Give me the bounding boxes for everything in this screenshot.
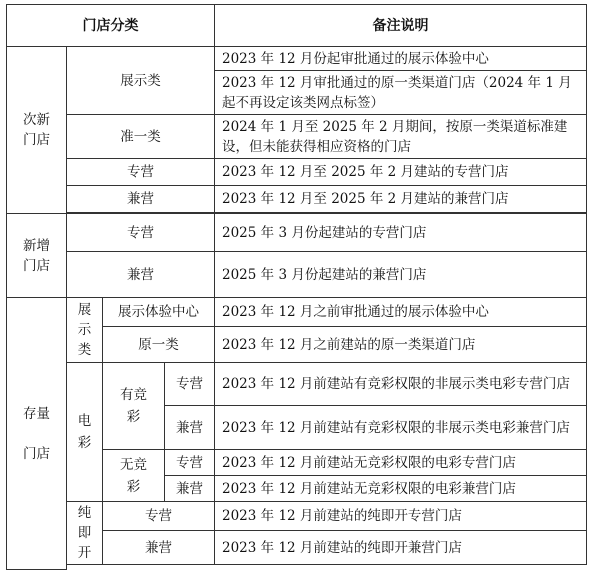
subgroup-label-display: 展 示 类 [67, 298, 103, 363]
type-cell: 兼营 [103, 531, 215, 565]
table-row [7, 252, 587, 298]
subgroup-label-instant: 纯 即 开 [67, 502, 103, 565]
note-header: 备注说明 [215, 5, 587, 47]
note-cell: 2023 年 12 月前建站无竞彩权限的电彩专营门店 [215, 450, 587, 476]
type-cell: 专营 [165, 363, 215, 406]
category-header: 门店分类 [7, 5, 215, 47]
table-row [7, 159, 587, 186]
type-cell: 专营 [103, 502, 215, 531]
subgroup-label-lottery: 电 彩 [67, 363, 103, 502]
note-cell: 2023 年 12 月审批通过的原一类渠道门店（2024 年 1 月起不再设定该类网点标签） [215, 71, 587, 115]
note-cell: 2023 年 12 月之前建站的原一类渠道门店 [215, 327, 587, 363]
group-label-new-type: 次新 门店 [7, 47, 67, 214]
table-row [7, 186, 587, 213]
note-cell: 2025 年 3 月份起建站的兼营门店 [215, 252, 587, 298]
note-cell: 2024 年 1 月至 2025 年 2 月期间，按原一类渠道标准建设，但未能获得相应资格的门店 [215, 115, 587, 159]
type-cell: 专营 [165, 450, 215, 476]
subgroup-label-with-rights: 有竞 彩 [103, 363, 165, 450]
note-cell: 2023 年 12 月前建站的纯即开专营门店 [215, 502, 587, 531]
type-cell: 兼营 [67, 252, 215, 298]
type-cell: 兼营 [67, 186, 215, 213]
note-cell: 2023 年 12 月之前审批通过的展示体验中心 [215, 298, 587, 327]
type-cell: 准一类 [67, 115, 215, 159]
note-cell: 2023 年 12 月前建站无竞彩权限的电彩兼营门店 [215, 476, 587, 502]
type-cell: 专营 [67, 159, 215, 186]
table-row [7, 363, 587, 406]
table-row [7, 502, 587, 531]
note-cell: 2025 年 3 月份起建站的专营门店 [215, 214, 587, 252]
store-classification-table [6, 4, 587, 570]
table-row [7, 214, 587, 252]
type-cell: 原一类 [103, 327, 215, 363]
table-row [7, 115, 587, 159]
note-cell: 2023 年 12 月至 2025 年 2 月建站的专营门店 [215, 159, 587, 186]
table-row [7, 47, 587, 71]
note-cell: 2023 年 12 月前建站的纯即开兼营门店 [215, 531, 587, 565]
type-cell: 展示体验中心 [103, 298, 215, 327]
type-cell: 兼营 [165, 476, 215, 502]
type-cell: 兼营 [165, 406, 215, 450]
table-row [7, 298, 587, 327]
note-cell: 2023 年 12 月至 2025 年 2 月建站的兼营门店 [215, 186, 587, 213]
group-label-existing: 存量 门店 [7, 298, 67, 570]
subgroup-label-without-rights: 无竞 彩 [103, 450, 165, 502]
group-label-added: 新增 门店 [7, 214, 67, 298]
note-cell: 2023 年 12 月份起审批通过的展示体验中心 [215, 47, 587, 71]
note-cell: 2023 年 12 月前建站有竞彩权限的非展示类电彩兼营门店 [215, 406, 587, 450]
note-cell: 2023 年 12 月前建站有竞彩权限的非展示类电彩专营门店 [215, 363, 587, 406]
header-row [7, 5, 587, 47]
table-row [7, 565, 587, 570]
type-cell: 专营 [67, 214, 215, 252]
type-cell: 展示类 [67, 47, 215, 115]
